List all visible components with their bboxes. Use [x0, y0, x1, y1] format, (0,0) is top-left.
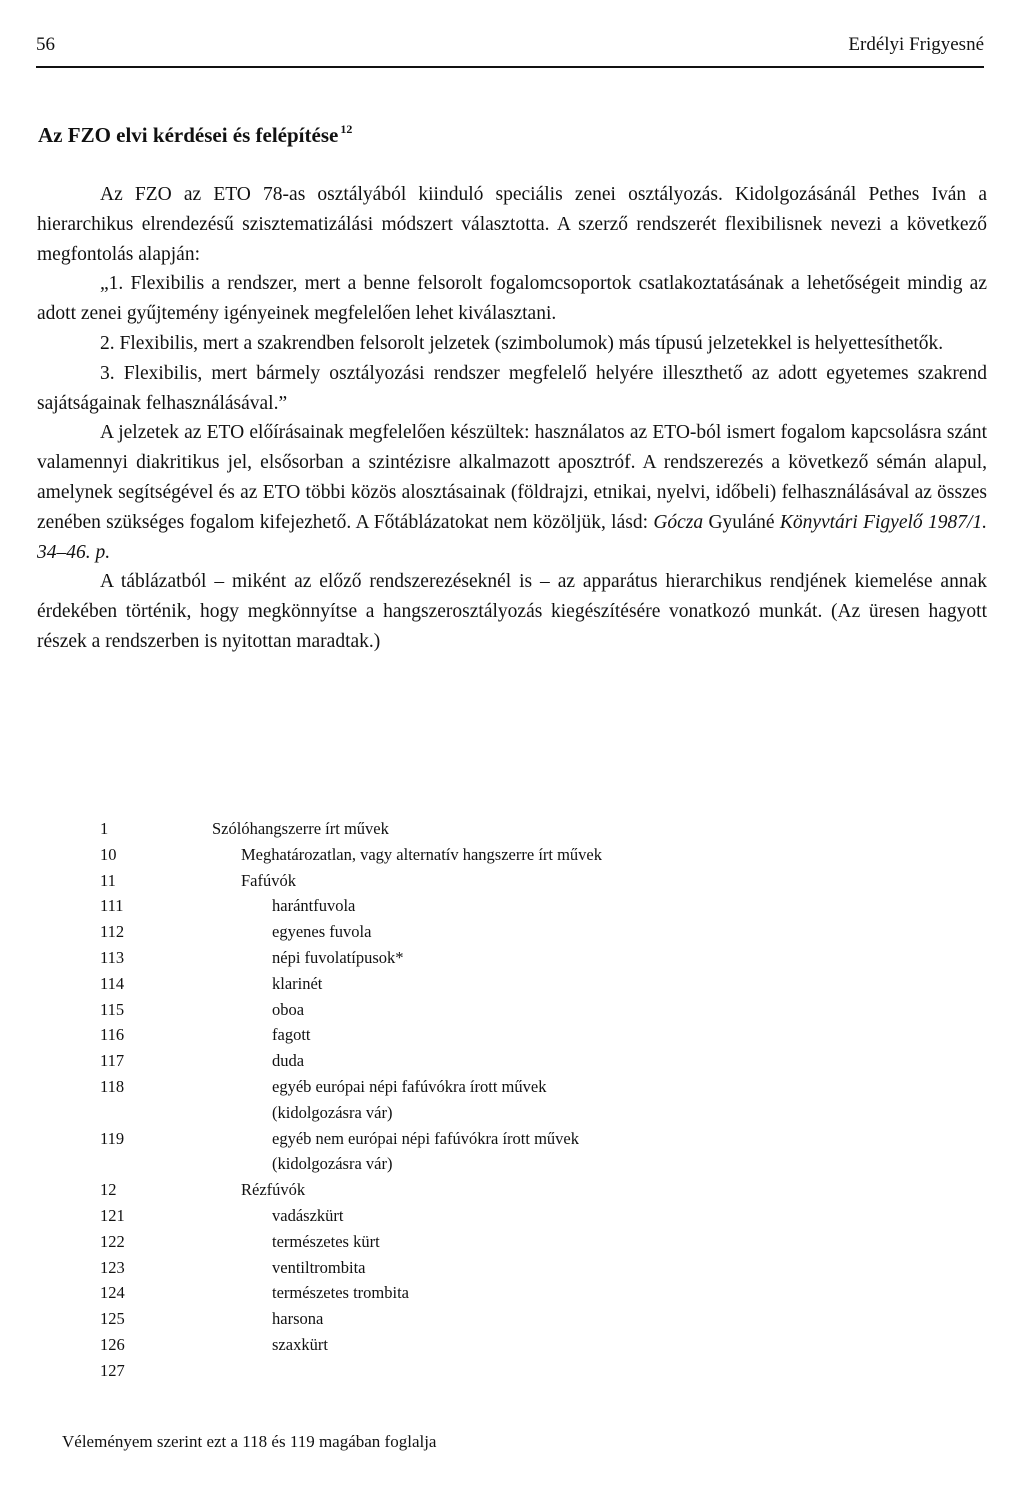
class-label: fagott — [272, 1025, 311, 1045]
class-label: Fafúvók — [241, 870, 296, 890]
table-row — [100, 919, 602, 945]
class-label: egyenes fuvola — [272, 922, 372, 942]
table-row — [100, 1332, 602, 1358]
class-code: 116 — [100, 1025, 125, 1045]
class-label: ventiltrombita — [272, 1257, 366, 1277]
table-row — [100, 945, 602, 971]
table-row — [100, 1177, 602, 1203]
citation-source: Könyvtári Figyelő 1987/1. 34–46. p. — [37, 511, 988, 563]
quote-item-1: „1. Flexibilis a rendszer, mert a benne felsorolt fogalomcsoportok csatlakoztatásának a lehetőségeit mindig az adott zenei gyűjtemény igényeinek megfelelően lehet kiválasztani. — [37, 273, 987, 325]
class-label: harsona — [272, 1309, 324, 1329]
table-row — [100, 1022, 602, 1048]
table-row — [100, 868, 602, 894]
quote-item-2: 2. Flexibilis, mert a szakrendben felsorolt jelzetek (szimbolumok) más típusú jelzetekkel is helyettesíthetők. — [100, 332, 944, 354]
class-code: 123 — [100, 1257, 125, 1277]
class-code: 11 — [100, 870, 116, 890]
table-row — [100, 1151, 602, 1177]
class-code: 121 — [100, 1205, 125, 1225]
class-label — [212, 1358, 272, 1384]
class-code: 124 — [100, 1283, 125, 1303]
class-code: 1 — [100, 819, 109, 838]
table-row — [100, 1100, 602, 1126]
class-code: 117 — [100, 1051, 125, 1071]
table-row — [100, 1358, 602, 1384]
class-code: 119 — [100, 1128, 125, 1148]
class-label: Meghatározatlan, vagy alternatív hangszerre írt művek — [241, 844, 603, 864]
table-row — [100, 816, 602, 842]
class-label: Szólóhangszerre írt művek — [212, 819, 389, 838]
class-label: (kidolgozásra vár) — [272, 1154, 393, 1174]
class-code: 126 — [100, 1334, 125, 1354]
class-code: 112 — [100, 922, 125, 942]
table-row — [100, 1280, 602, 1306]
table-row — [100, 1074, 602, 1100]
section-title-text: Az FZO elvi kérdései és felépítése — [38, 123, 339, 147]
page-header — [36, 34, 984, 68]
class-label: szaxkürt — [272, 1334, 328, 1354]
citation-author-rest: Gyuláné — [703, 511, 780, 533]
section-title — [38, 122, 352, 148]
quote-item-3: 3. Flexibilis, mert bármely osztályozási rendszer megfelelő helyére illeszthető az adott egyetemes szakrend sajátságainak felhasználásával.” — [37, 362, 987, 414]
class-code — [100, 1100, 212, 1126]
table-row — [100, 1229, 602, 1255]
table-row — [100, 1255, 602, 1281]
class-label: harántfuvola — [272, 896, 356, 916]
class-label: egyéb európai népi fafúvókra írott művek — [272, 1076, 547, 1096]
class-label: duda — [272, 1051, 305, 1071]
class-label: Rézfúvók — [241, 1180, 306, 1200]
class-code: 111 — [100, 896, 124, 916]
class-code: 114 — [100, 973, 125, 993]
class-code: 113 — [100, 947, 125, 967]
class-code: 122 — [100, 1231, 125, 1251]
class-label: (kidolgozásra vár) — [272, 1102, 393, 1122]
class-label: oboa — [272, 999, 305, 1019]
class-label: egyéb nem európai népi fafúvókra írott művek — [272, 1128, 579, 1148]
table-row — [100, 997, 602, 1023]
footnote-ref: 12 — [340, 122, 353, 136]
footnote: Véleményem szerint ezt a 118 és 119 magában foglalja — [62, 1432, 437, 1451]
table-row — [100, 842, 602, 868]
table-row — [100, 971, 602, 997]
body-text — [37, 180, 987, 657]
paragraph: A táblázatból – miként az előző rendszerezéseknél is – az apparátus hierarchikus rendjének kiemelése annak érdekében történik, hogy megkönnyítse a hangszerosztályozás kiegészítésére vonatkozó munkát. (Az üresen hagyott részek a rendszerben is nyitottan maradtak.) — [37, 571, 987, 652]
class-code: 127 — [100, 1360, 125, 1380]
paragraph: Az FZO az ETO 78-as osztályából kiinduló speciális zenei osztályozás. Kidolgozásánál Pethes Iván a hierarchikus elrendezésű szisztematizálási módszert választotta. A szerző rendszerét flexibilisnek nevezi a következő megfontolás alapján: — [37, 184, 987, 265]
class-code: 12 — [100, 1180, 117, 1200]
paragraph-text: A jelzetek az ETO előírásainak megfelelően készültek: használatos az ETO-ból ismert fogalom kapcsolásra szánt valamennyi diakritikus jel, elsősorban a szintézisre alkalmazott aposztróf. A rendszerezés a következő sémán alapul, amelynek segítségével és az ETO többi közös alosztásainak (földrajzi, etnikai, nyelvi, időbeli) felhasználásával az összes zenében szükséges fogalom kifejezhető. A Főtáblázatokat nem közöljük, lásd: — [37, 422, 987, 533]
page-number: 56 — [36, 34, 55, 55]
table-row — [100, 1126, 602, 1152]
class-label: természetes trombita — [272, 1283, 409, 1303]
class-label: népi fuvolatípusok* — [272, 947, 404, 967]
class-label: klarinét — [272, 973, 323, 993]
paragraph-with-citation — [37, 418, 987, 567]
classification-table — [100, 816, 602, 1384]
table-row — [100, 893, 602, 919]
class-code: 115 — [100, 999, 125, 1019]
class-label: vadászkürt — [272, 1205, 344, 1225]
citation-author: Gócza — [653, 511, 704, 533]
class-code: 125 — [100, 1309, 125, 1329]
class-code: 118 — [100, 1076, 125, 1096]
table-row — [100, 1203, 602, 1229]
running-head: Erdélyi Frigyesné — [848, 34, 984, 55]
class-code — [100, 1151, 212, 1177]
table-row — [100, 1048, 602, 1074]
table-row — [100, 1306, 602, 1332]
class-label: természetes kürt — [272, 1231, 380, 1251]
class-code: 10 — [100, 844, 117, 864]
